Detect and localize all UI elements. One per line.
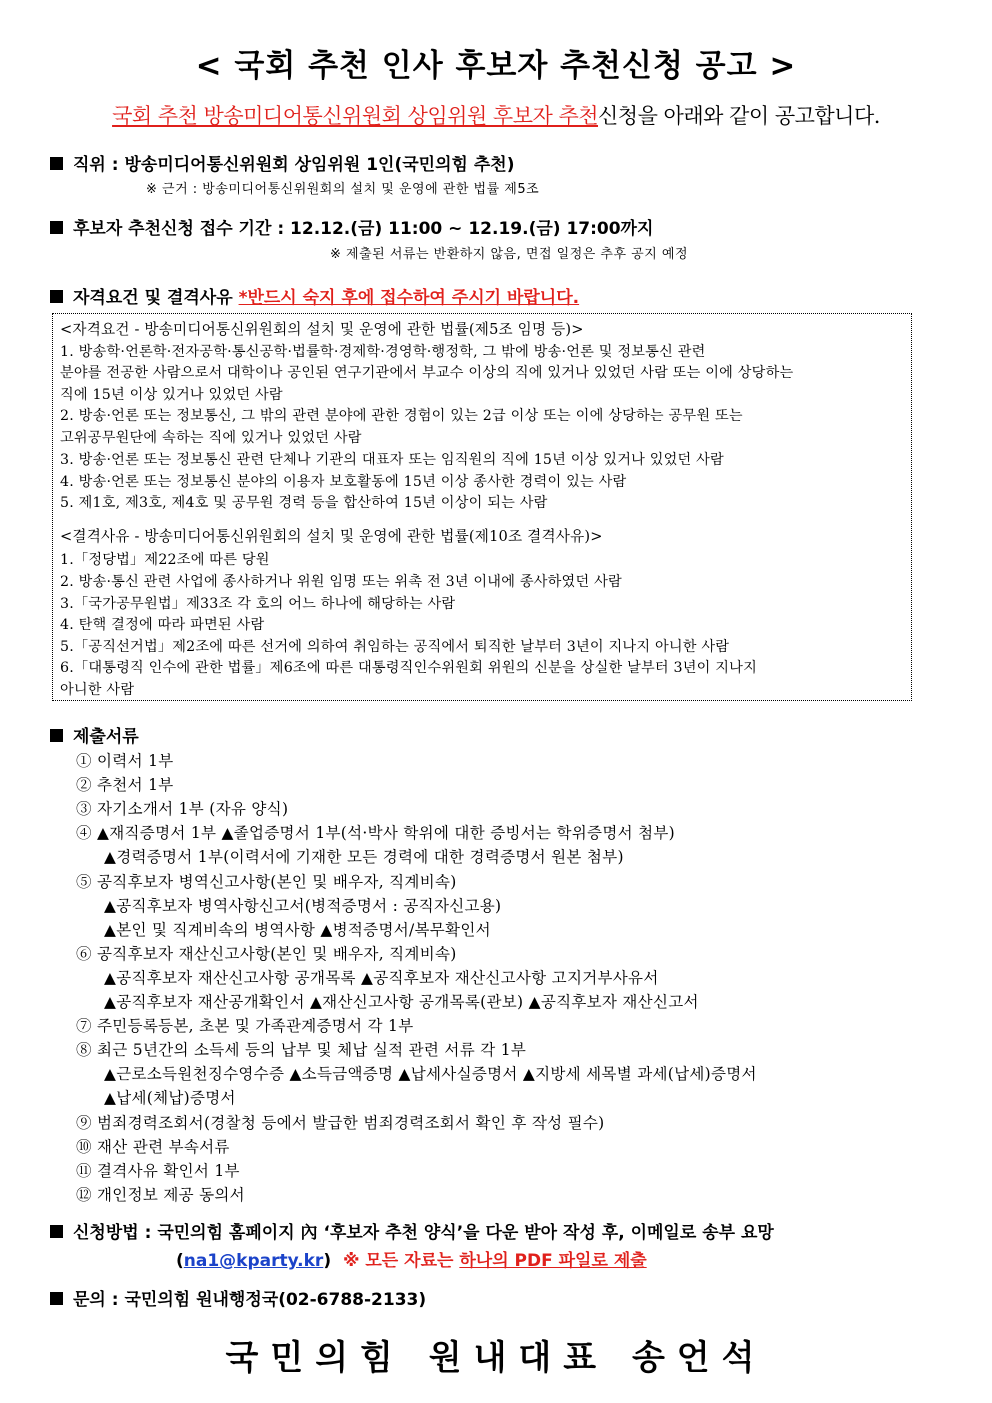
document-item: ② 추천서 1부 [76, 776, 174, 794]
position-note: ※ 근거 : 방송미디어통신위원회의 설치 및 운영에 관한 법률 제5조 [146, 182, 540, 197]
document-item: ⑤ 공직후보자 병역신고사항(본인 및 배우자, 직계비속) [76, 873, 457, 891]
section-qualifications [50, 283, 579, 308]
disqualification-line: 아니한 사람 [60, 682, 135, 698]
disqualifications-title: <결격사유 - 방송미디어통신위원회의 설치 및 운영에 관한 법률(제10조 결격사유)> [60, 528, 603, 545]
document-sub-item: ▲공직후보자 병역사항신고서(병적증명서 : 공직자신고용) [104, 897, 502, 915]
document-item: ⑪ 결격사유 확인서 1부 [76, 1162, 240, 1180]
pdf-note-underlined: 하나의 PDF 파일로 제출 [459, 1251, 647, 1271]
document-item: ⑫ 개인정보 제공 동의서 [76, 1186, 245, 1204]
requirements-title: <자격요건 - 방송미디어통신위원회의 설치 및 운영에 관한 법률(제5조 임명 등)> [60, 321, 584, 338]
period-line: 후보자 추천신청 접수 기간 : 12.12.(금) 11:00 ~ 12.19.(금) 17:00까지 [73, 219, 654, 239]
document-sub-item: ▲근로소득원천징수영수증 ▲소득금액증명 ▲납세사실증명서 ▲지방세 세목별 과세(납세)증명서 [104, 1065, 757, 1083]
requirement-line: 1. 방송학·언론학·전자공학·통신공학·법률학·경제학·경영학·행정학, 그 밖에 방송·언론 및 정보통신 관련 [60, 344, 706, 360]
document-item: ⑥ 공직후보자 재산신고사항(본인 및 배우자, 직계비속) [76, 945, 457, 963]
paren-open: ( [176, 1251, 184, 1271]
document-item: ④ ▲재직증명서 1부 ▲졸업증명서 1부(석·박사 학위에 대한 증빙서는 학위증명서 첨부) [76, 824, 675, 842]
requirement-line: 분야를 전공한 사람으로서 대학이나 공인된 연구기관에서 부교수 이상의 직에 있거나 있었던 사람 또는 이에 상당하는 [60, 365, 794, 381]
subtitle-rest: 신청을 아래와 같이 공고합니다. [598, 104, 880, 128]
document-item: ⑧ 최근 5년간의 소득세 등의 납부 및 체납 실적 관련 서류 각 1부 [76, 1041, 527, 1059]
documents-heading: 제출서류 [73, 727, 139, 747]
section-period [50, 214, 653, 239]
email-link[interactable]: na1@kparty.kr [183, 1251, 324, 1271]
requirement-line: 고위공무원단에 속하는 직에 있거나 있었던 사람 [60, 430, 362, 446]
period-note: ※ 제출된 서류는 반환하지 않음, 면접 일정은 추후 공지 예정 [330, 247, 689, 262]
square-bullet-icon [50, 729, 63, 742]
signature-footer: 국민의힘 원내대표 송언석 [225, 1338, 767, 1378]
square-bullet-icon [50, 157, 63, 170]
document-item: ⑩ 재산 관련 부속서류 [76, 1138, 230, 1156]
disqualification-line: 3.「국가공무원법」제33조 각 호의 어느 하나에 해당하는 사람 [60, 596, 456, 612]
qualifications-warning: *반드시 숙지 후에 접수하여 주시기 바랍니다. [238, 288, 580, 308]
document-sub-item: ▲경력증명서 1부(이력서에 기재한 모든 경력에 대한 경력증명서 원본 첨부) [104, 848, 624, 866]
document-item: ③ 자기소개서 1부 (자유 양식) [76, 800, 289, 818]
section-position [50, 150, 514, 175]
square-bullet-icon [50, 1292, 63, 1305]
requirement-line: 3. 방송·언론 또는 정보통신 관련 단체나 기관의 대표자 또는 임직원의 직에 15년 이상 있거나 있었던 사람 [60, 452, 724, 468]
requirement-line: 2. 방송·언론 또는 정보통신, 그 밖의 관련 분야에 관한 경험이 있는 2급 이상 또는 이에 상당하는 공무원 또는 [60, 408, 743, 424]
requirement-line: 5. 제1호, 제3호, 제4호 및 공무원 경력 등을 합산하여 15년 이상이 되는 사람 [60, 495, 548, 511]
page-title: < 국회 추천 인사 후보자 추천신청 공고 > [195, 48, 797, 84]
pdf-note-prefix: ※ 모든 자료는 [342, 1251, 460, 1271]
apply-method [50, 1218, 774, 1243]
page-subtitle [0, 100, 992, 130]
section-contact [50, 1285, 426, 1310]
document-sub-item: ▲본인 및 직계비속의 병역사항 ▲병적증명서/복무확인서 [104, 921, 491, 939]
apply-method-text: 신청방법 : 국민의힘 홈페이지 內 ‘후보자 추천 양식’을 다운 받아 작성 후, 이메일로 송부 요망 [73, 1223, 774, 1243]
subtitle-highlight: 국회 추천 방송미디어통신위원회 상임위원 후보자 추천 [112, 104, 599, 128]
contact-line: 문의 : 국민의힘 원내행정국(02-6788-2133) [73, 1290, 427, 1310]
document-sub-item: ▲납세(체납)증명서 [104, 1089, 236, 1107]
document-item: ⑦ 주민등록등본, 초본 및 가족관계증명서 각 1부 [76, 1017, 414, 1035]
document-sub-item: ▲공직후보자 재산신고사항 공개목록 ▲공직후보자 재산신고사항 고지거부사유서 [104, 969, 659, 987]
paren-close: ) [323, 1251, 332, 1271]
document-sub-item: ▲공직후보자 재산공개확인서 ▲재산신고사항 공개목록(관보) ▲공직후보자 재산신고서 [104, 993, 699, 1011]
disqualification-line: 2. 방송·통신 관련 사업에 종사하거나 위원 임명 또는 위촉 전 3년 이내에 종사하였던 사람 [60, 574, 622, 590]
section-documents [50, 722, 139, 747]
square-bullet-icon [50, 1225, 63, 1238]
disqualification-line: 5.「공직선거법」제2조에 따른 선거에 의하여 취임하는 공직에서 퇴직한 날부터 3년이 지나지 아니한 사람 [60, 639, 730, 655]
qualifications-heading: 자격요건 및 결격사유 [73, 288, 233, 308]
square-bullet-icon [50, 290, 63, 303]
disqualification-line: 1.「정당법」제22조에 따른 당원 [60, 552, 270, 568]
position-line: 직위 : 방송미디어통신위원회 상임위원 1인(국민의힘 추천) [73, 155, 515, 175]
requirement-line: 4. 방송·언론 또는 정보통신 분야의 이용자 보호활동에 15년 이상 종사한 경력이 있는 사람 [60, 474, 627, 490]
disqualification-line: 6.「대통령직 인수에 관한 법률」제6조에 따른 대통령직인수위원회 위원의 신분을 상실한 날부터 3년이 지나지 [60, 660, 757, 676]
apply-email-line [176, 1246, 647, 1271]
disqualification-line: 4. 탄핵 결정에 따라 파면된 사람 [60, 617, 265, 633]
document-item: ⑨ 범죄경력조회서(경찰청 등에서 발급한 범죄경력조회서 확인 후 작성 필수) [76, 1114, 605, 1132]
requirement-line: 직에 15년 이상 있거나 있었던 사람 [60, 387, 283, 403]
document-item: ① 이력서 1부 [76, 752, 174, 770]
square-bullet-icon [50, 221, 63, 234]
